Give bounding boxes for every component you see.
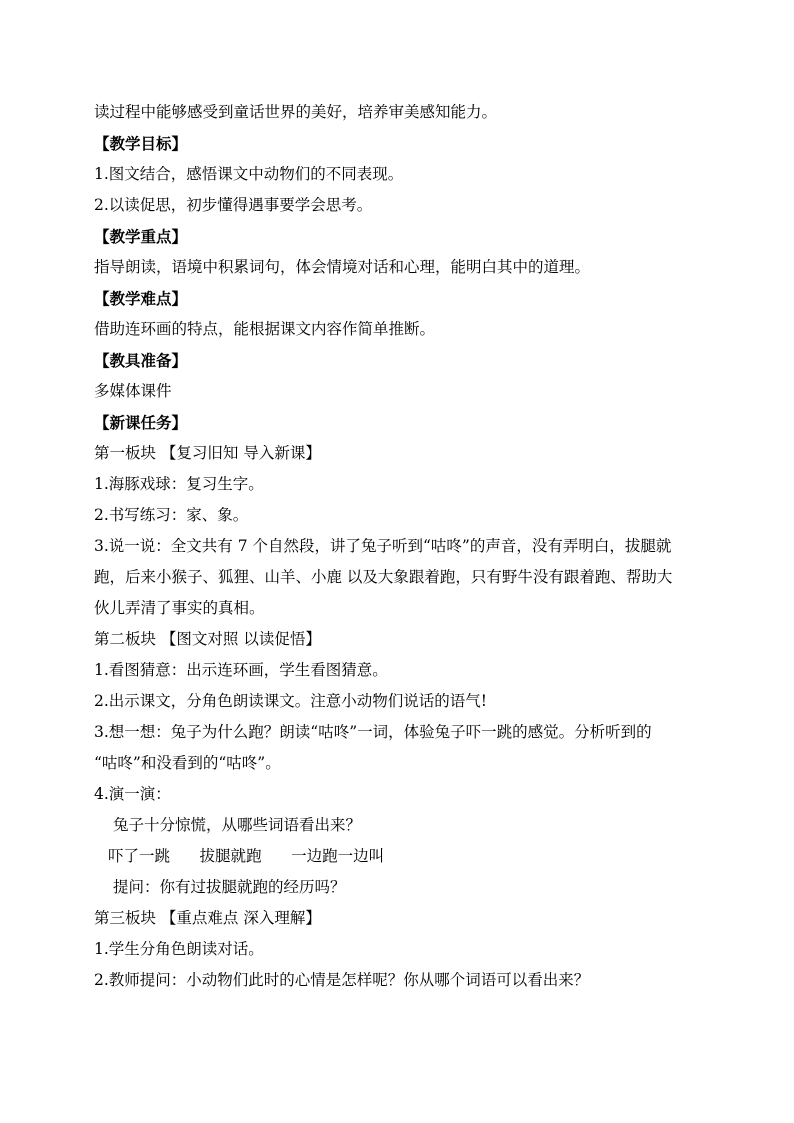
list-item-continued: 跑，后来小猴子、狐狸、山羊、小鹿 以及大象跟着跑，只有野牛没有跟着跑、帮助大 (94, 568, 673, 586)
section-heading-key-points: 【教学重点】 (94, 227, 188, 246)
indented-question: 兔子十分惊慌，从哪些词语看出来？ (113, 816, 362, 834)
list-item: 1.看图猜意：出示连环画，学生看图猜意。 (94, 661, 388, 679)
list-item: 2.教师提问：小动物们此时的心情是怎样呢？你从哪个词语可以看出来？ (94, 971, 590, 989)
list-item: 4.演一演： (94, 785, 171, 803)
list-item: 3.说一说：全文共有 7 个自然段，讲了兔子听到“咕咚”的声音，没有弄明白，拔腿就 (94, 537, 672, 555)
paragraph-line: 多媒体课件 (94, 382, 172, 400)
indented-phrases: 吓了一跳 拔腿就跑 一边跑一边叫 (108, 847, 385, 865)
section-heading-tasks: 【新课任务】 (94, 413, 188, 432)
document-body (94, 97, 714, 996)
objective-item: 1.图文结合，感悟课文中动物们的不同表现。 (94, 165, 404, 183)
paragraph-line: 借助连环画的特点，能根据课文内容作简单推断。 (94, 320, 436, 338)
list-item: 2.书写练习：家、象。 (94, 506, 249, 524)
section-heading-difficulties: 【教学难点】 (94, 289, 188, 308)
list-item: 1.海豚戏球：复习生字。 (94, 475, 264, 493)
block-title: 第一板块 【复习旧知 导入新课】 (94, 444, 321, 462)
list-item: 3.想一想：兔子为什么跑？朗读“咕咚”一词，体验兔子吓一跳的感觉。分析听到的 (94, 723, 652, 741)
block-title: 第三板块 【重点难点 深入理解】 (94, 909, 321, 927)
paragraph-line: 指导朗读，语境中积累词句，体会情境对话和心理，能明白其中的道理。 (94, 258, 591, 276)
list-item-continued: 伙儿弄清了事实的真相。 (94, 599, 265, 617)
list-item-continued: “咕咚”和没看到的“咕咚”。 (94, 754, 281, 772)
list-item: 1.学生分角色朗读对话。 (94, 940, 264, 958)
section-heading-objectives: 【教学目标】 (94, 134, 188, 153)
indented-question: 提问：你有过拔腿就跑的经历吗？ (113, 878, 346, 896)
objective-item: 2.以读促思，初步懂得遇事要学会思考。 (94, 196, 373, 214)
section-heading-materials: 【教具准备】 (94, 351, 188, 370)
paragraph-line: 读过程中能够感受到童话世界的美好，培养审美感知能力。 (94, 103, 498, 121)
list-item: 2.出示课文，分角色朗读课文。注意小动物们说话的语气! (94, 692, 488, 710)
block-title: 第二板块 【图文对照 以读促悟】 (94, 630, 321, 648)
